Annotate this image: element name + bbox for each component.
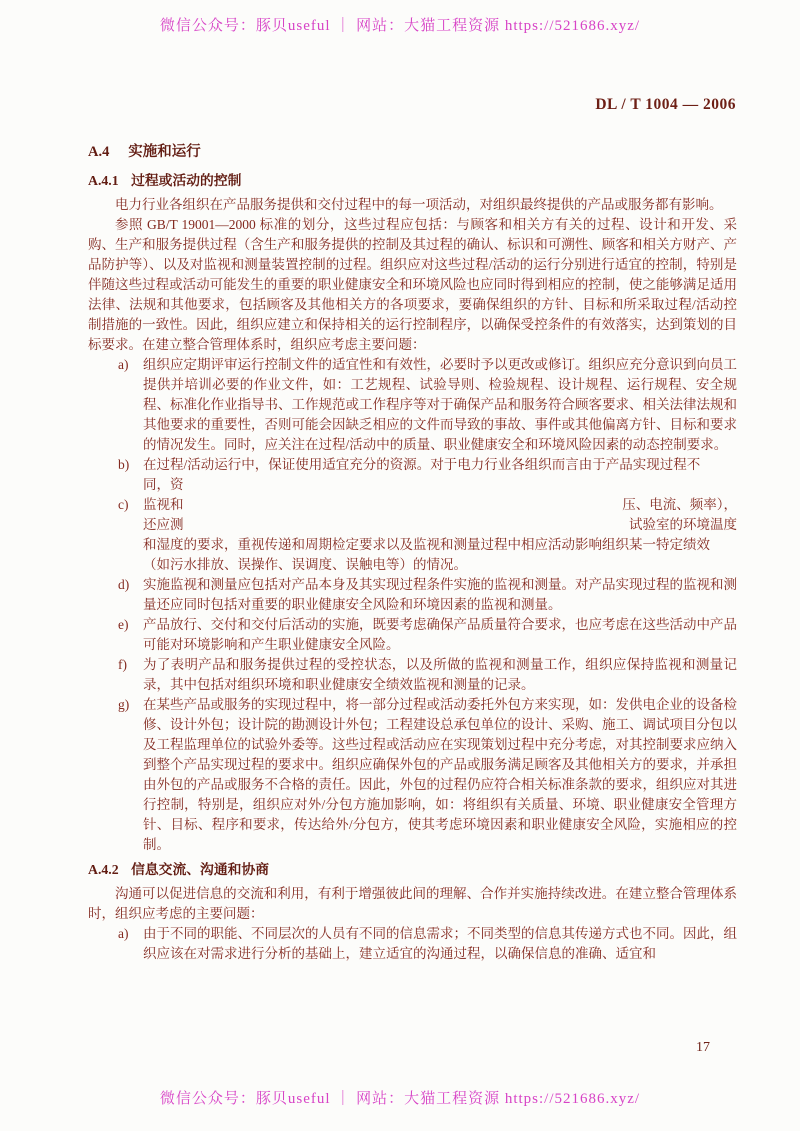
obscured-area	[184, 515, 630, 535]
obscured-area	[184, 495, 623, 515]
list-marker: e)	[118, 617, 129, 632]
list-item-d	[118, 575, 737, 615]
list-item-text	[143, 455, 737, 495]
section-number: A.4.2	[88, 862, 119, 877]
list-item-text: 产品放行、交付和交付后活动的实施，既要考虑确保产品质量符合要求，也应考虑在这些活动中产品可能对环境影响和产生职业健康安全风险。	[143, 617, 737, 652]
section-title: 过程或活动的控制	[131, 173, 242, 188]
paragraph: 参照 GB/T 19001—2000 标准的划分，这些过程应包括：与顾客和相关方有关的过程、设计和开发、采购、生产和服务提供过程（含生产和服务提供的控制及其过程的确认、标识和可溯性、顾客和相关方财产、产品防护等）、以及对监视和测量装置控制的过程。组织应对这些过程/活动的运行分别进行适宜的控制，特别是伴随这些过程或活动可能发生的重要的职业健康安全和环境风险也应同时得到相应的控制，使之能够满足适用法律、法规和其他要求，包括顾客及其他相关方的各项要求，要确保组织的方针、目标和所采取过程/活动控制措施的一致性。因此，组织应建立和保持相关的运行控制程序，以确保受控条件的有效落实，达到策划的目标要求。在建立整合管理体系时，组织应考虑主要问题：	[88, 217, 737, 352]
section-number: A.4.1	[88, 173, 119, 188]
list-item-text	[143, 495, 737, 575]
list-item-text: 由于不同的职能、不同层次的人员有不同的信息需求；不同类型的信息其传递方式也不同。因此，组织应该在对需求进行分析的基础上，建立适宜的沟通过程，以确保信息的准确、适宜和	[143, 926, 737, 961]
list-marker: a)	[118, 926, 129, 941]
obscured-area	[184, 475, 738, 495]
section-number: A.4	[88, 144, 110, 160]
section-heading-a42	[88, 860, 737, 880]
text-fragment: （如污水排放、误操作、误调度、误触电等）的情况。	[143, 557, 467, 572]
list-item-text: 为了表明产品和服务提供过程的受控状态，以及所做的监视和测量工作，组织应保持监视和测量记录，其中包括对组织环境和职业健康安全绩效监视和测量的记录。	[143, 657, 737, 692]
text-fragment: 和湿度的要求，重视传递和周期检定要求以及监视和测量过程中相应活动影响组织某一特定绩效	[143, 537, 710, 552]
paragraph: 沟通可以促进信息的交流和利用，有利于增强彼此间的理解、合作并实施持续改进。在建立整合管理体系时，组织应考虑的主要问题：	[88, 886, 737, 921]
list-marker: a)	[118, 357, 129, 372]
section-heading-a41	[88, 171, 737, 191]
list-item-c	[118, 495, 737, 575]
text-fragment: 监视和	[143, 497, 184, 512]
text-fragment: 试验室的环境温度	[629, 517, 737, 532]
doc-code: DL / T 1004 — 2006	[595, 96, 736, 113]
list-item-text: 在某些产品或服务的实现过程中，将一部分过程或活动委托外包方来实现，如：发供电企业的设备检修、设计外包；设计院的勘测设计外包；工程建设总承包单位的设计、采购、施工、调试项目分包以及工程监理单位的试验外委等。这些过程或活动应在实现策划过程中充分考虑，对其控制要求应纳入到整个产品实现过程的要求中。组织应确保外包的产品或服务满足顾客及其他相关方的要求，并承担由外包的产品或服务不合格的责任。因此，外包的过程仍应符合相关标准条款的要求，组织应对其进行控制，特别是，组织应对外/分包方施加影响，如：将组织有关质量、环境、职业健康安全管理方针、目标、程序和要求，传达给外/分包方，使其考虑环境因素和职业健康安全风险，实施相应的控制。	[143, 697, 737, 852]
page-number: 17	[696, 1040, 710, 1055]
text-fragment: 压、电流、频率），	[622, 497, 737, 512]
list-item-e	[118, 615, 737, 655]
list-marker: c)	[118, 497, 129, 512]
list-item-text: 组织应定期评审运行控制文件的适宜性和有效性，必要时予以更改或修订。组织应充分意识到向员工提供并培训必要的作业文件，如：工艺规程、试验导则、检验规程、设计规程、运行规程、安全规程、标准化作业指导书、工作规范或工作程序等对于确保产品和服务符合顾客要求、相关法律法规和其他要求的重要性，否则可能会因缺乏相应的文件而导致的事故、事件或其他偏离方针、目标和要求的情况发生。同时，应关注在过程/活动中的质量、职业健康安全和环境风险因素的动态控制要求。	[143, 357, 737, 452]
list-marker: g)	[118, 697, 130, 712]
list-marker: b)	[118, 457, 130, 472]
paragraph: 电力行业各组织在产品服务提供和交付过程中的每一项活动，对组织最终提供的产品或服务都有影响。	[115, 197, 723, 212]
list-item-a42-a	[118, 924, 737, 964]
list-marker: f)	[118, 657, 127, 672]
section-heading-a4	[88, 142, 737, 162]
text-fragment: 同，资	[143, 477, 184, 492]
list-item-a	[118, 355, 737, 455]
list-item-text: 实施监视和测量应包括对产品本身及其实现过程条件实施的监视和测量。对产品实现过程的监视和测量还应同时包括对重要的职业健康安全风险和环境因素的监视和测量。	[143, 577, 737, 612]
watermark-header: 微信公众号：豚贝useful ｜ 网站：大猫工程资源 https://521686.xyz/	[159, 18, 641, 34]
section-title: 信息交流、沟通和协商	[131, 862, 270, 877]
list-marker: d)	[118, 577, 130, 592]
document-content	[88, 142, 737, 964]
list-item-b	[118, 455, 737, 495]
watermark-footer: 微信公众号：豚贝useful ｜ 网站：大猫工程资源 https://521686.xyz/	[159, 1091, 641, 1107]
text-fragment: 还应测	[143, 517, 184, 532]
section-title: 实施和运行	[128, 144, 201, 160]
list-item-g	[118, 695, 737, 855]
list-item-f	[118, 655, 737, 695]
text-fragment: 在过程/活动运行中，保证使用适宜充分的资源。对于电力行业各组织而言由于产品实现过程不	[143, 457, 701, 472]
